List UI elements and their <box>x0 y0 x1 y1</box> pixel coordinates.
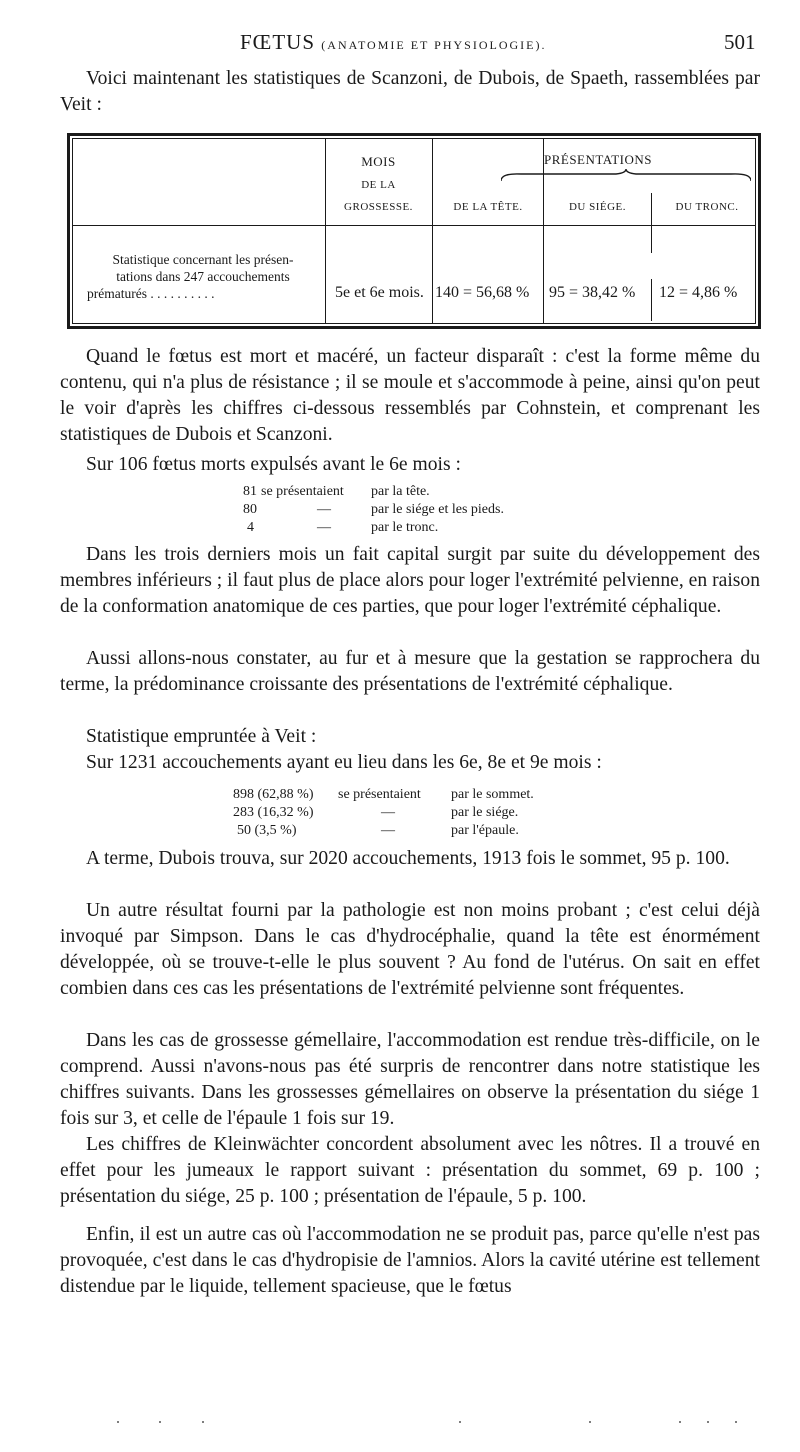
running-title-subtitle: (ANATOMIE ET PHYSIOLOGIE). <box>321 38 547 52</box>
veit-list <box>233 786 653 840</box>
cell-head: 140 = 56,68 % <box>435 284 530 301</box>
header-presentations: PRÉSENTATIONS <box>543 152 653 167</box>
paragraph-predominance: Aussi allons-nous constater, au fur et à mesure que la gestation se rapprochera du terme, la prédominance croissante des présentations de l'extrémité céphalique. <box>60 648 760 695</box>
paragraph-intro: Voici maintenant les statistiques de Scanzoni, de Dubois, de Spaeth, rassemblées par Veit : <box>60 68 760 115</box>
header-months-line2: DE LA <box>361 179 396 191</box>
running-title <box>240 30 547 55</box>
paragraph-dubois-term: A terme, Dubois trouva, sur 2020 accouchements, 1913 fois le sommet, 95 p. 100. <box>86 848 730 869</box>
paragraph-106-dead: Sur 106 fœtus morts expulsés avant le 6e mois : <box>86 454 461 475</box>
list-item: 4 — par le tronc. <box>247 520 439 535</box>
table-inner-frame <box>72 138 756 324</box>
paragraph-1231: Sur 1231 accouchements ayant eu lieu dans les 6e, 8e et 9e mois : <box>86 752 602 773</box>
row-label-line: Statistique concernant les présen- <box>112 252 294 267</box>
running-title-main: FŒTUS <box>240 30 316 54</box>
cell-months: 5e et 6e mois. <box>335 284 424 301</box>
paragraph-twins: Dans les cas de grossesse gémellaire, l'accommodation est rendue très-difficile, on le comprend. Aussi n'avons-nous pas été surpris de rencontrer dans notre statistique les chiffres suivants. Dans les grossesses gémellaires on observe la présentation du siége 1 fois sur 3, et celle de l'épaule 1 fois sur 19. <box>60 1030 760 1129</box>
page-header <box>0 30 800 60</box>
header-months-line3: GROSSESSE. <box>344 201 413 213</box>
table-divider <box>651 279 652 321</box>
page-number: 501 <box>724 30 756 54</box>
paragraph-veit: Statistique empruntée à Veit : <box>86 726 317 747</box>
row-label <box>83 251 323 302</box>
paragraph-dead-foetus: Quand le fœtus est mort et macéré, un facteur disparaît : c'est la forme même du contenu, qui n'a plus de résistance ; il se moule et s'accommode à peine, ainsi qu'on peut le voir d'après les chiffres ci-dessous ressemblés par Cohnstein, et comprenant les statistiques de Dubois et Scanzoni. <box>60 346 760 445</box>
paragraph-last-months: Dans les trois derniers mois un fait capital surgit par suite du développement des membres inférieurs ; il faut plus de place alors pour loger l'extrémité pelvienne, en raison de la conformation anatomique de ces parties, que pour loger l'extrémité céphalique. <box>60 544 760 617</box>
paragraph-hydrocephaly: Un autre résultat fourni par la pathologie est non moins probant ; c'est celui déjà invoqué par Simpson. Dans le cas d'hydrocéphalie, quand la tête est énormément développée, où se trouve-t-elle le plus souvent ? Au fond de l'utérus. On sait en effet combien dans ces cas les présentations de l'extrémité pelvienne sont fréquentes. <box>60 900 760 999</box>
list-item: 898 (62,88 %) se présentaient par le sommet. <box>233 787 534 802</box>
table-header-rule <box>73 225 755 226</box>
list-item: 81 se présentaient par la tête. <box>243 484 430 499</box>
cell-breech: 95 = 38,42 % <box>549 284 636 301</box>
row-label-line: tations dans 247 accouchements <box>116 269 290 284</box>
presentations-brace <box>501 169 751 183</box>
row-label-line: prématurés . . . . . . . . . . <box>87 286 215 301</box>
header-head: DE LA TÊTE. <box>453 201 523 213</box>
statistics-table <box>67 133 761 329</box>
scan-specks <box>0 1418 800 1428</box>
header-trunk: DU TRONC. <box>675 201 739 213</box>
cell-trunk: 12 = 4,86 % <box>659 284 738 301</box>
list-item: 283 (16,32 %) — par le siége. <box>233 805 519 820</box>
dead-foetus-list <box>243 483 643 537</box>
list-item: 80 — par le siége et les pieds. <box>243 502 504 517</box>
header-breech: DU SIÉGE. <box>568 201 627 213</box>
list-item: 50 (3,5 %) — par l'épaule. <box>237 823 519 838</box>
paragraph-kleinwachter: Les chiffres de Kleinwächter concordent absolument avec les nôtres. Il a trouvé en effet pour les jumeaux le rapport suivant : présentation du sommet, 69 p. 100 ; présentation du siége, 25 p. 100 ; présentation de l'épaule, 5 p. 100. <box>60 1134 760 1207</box>
header-months-line1: MOIS <box>361 154 396 169</box>
paragraph-hydramnios: Enfin, il est un autre cas où l'accommodation ne se produit pas, parce qu'elle n'est pas provoquée, c'est dans le cas d'hydropisie de l'amnios. Alors la cavité utérine est tellement distendue par le liquide, tellement spacieuse, que le fœtus <box>60 1224 760 1297</box>
